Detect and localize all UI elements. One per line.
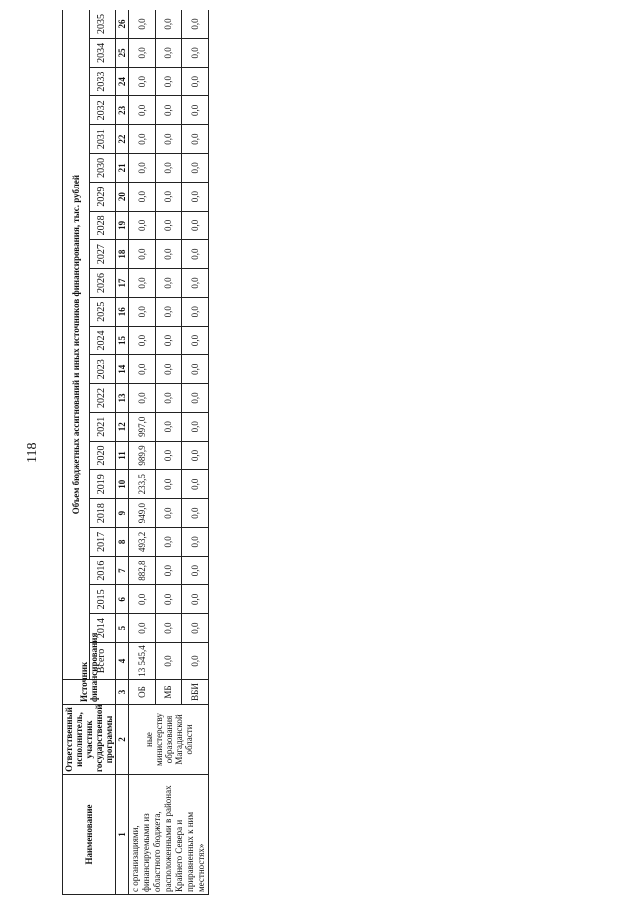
activity-name: с организациями, финансируемыми из областного бюджета, расположенными в районах Крайнего Севера и приравненных к ним местностях» [129,775,209,895]
year-value: 0,0 [182,441,209,470]
year-value: 0,0 [182,297,209,326]
column-number: 3 [116,680,129,705]
year-value: 0,0 [182,585,209,614]
year-value: 0,0 [155,182,182,211]
column-number: 14 [116,355,129,384]
column-number: 11 [116,441,129,470]
header-volume: Объем бюджетных ассигнований и иных источников финансирования, тыс. рублей [63,10,90,680]
year-value: 0,0 [129,38,156,67]
column-number-row [116,10,129,895]
header-year: 2017 [89,527,116,556]
header-name: Наименование [63,775,116,895]
year-value: 0,0 [129,297,156,326]
year-value: 0,0 [129,125,156,154]
year-value: 0,0 [155,441,182,470]
column-number: 7 [116,556,129,585]
year-value: 989,9 [129,441,156,470]
year-value: 0,0 [182,556,209,585]
funding-source: ВБИ [182,680,209,705]
year-value: 0,0 [129,211,156,240]
header-year: 2014 [89,614,116,643]
year-value: 0,0 [155,355,182,384]
year-value: 0,0 [155,240,182,269]
header-year: 2022 [89,384,116,413]
year-value: 0,0 [155,96,182,125]
header-year: 2019 [89,470,116,499]
year-value: 0,0 [182,326,209,355]
column-number: 24 [116,67,129,96]
year-value: 0,0 [182,470,209,499]
year-value: 0,0 [129,96,156,125]
table-row [129,10,156,895]
column-number: 22 [116,125,129,154]
year-value: 0,0 [182,527,209,556]
header-year: 2035 [89,10,116,38]
header-year: 2024 [89,326,116,355]
year-value: 0,0 [155,67,182,96]
budget-table [62,10,209,895]
budget-table-container [62,10,640,895]
header-row-1 [63,10,90,895]
header-year: 2020 [89,441,116,470]
column-number: 17 [116,269,129,298]
header-year: 2026 [89,269,116,298]
column-number: 4 [116,643,129,680]
rotated-page-content [62,10,640,895]
header-year: 2033 [89,67,116,96]
column-number: 25 [116,38,129,67]
year-value: 0,0 [155,125,182,154]
header-year: 2023 [89,355,116,384]
year-value: 0,0 [129,269,156,298]
header-year: 2027 [89,240,116,269]
year-value: 0,0 [182,153,209,182]
header-year: 2021 [89,412,116,441]
funding-source: ОБ [129,680,156,705]
total-value: 13 545,4 [129,643,156,680]
year-value: 0,0 [155,556,182,585]
year-value: 0,0 [155,412,182,441]
year-value: 0,0 [182,355,209,384]
header-year: 2018 [89,499,116,528]
year-value: 997,0 [129,412,156,441]
year-value: 0,0 [155,527,182,556]
year-value: 0,0 [155,384,182,413]
year-value: 0,0 [129,355,156,384]
year-value: 882,8 [129,556,156,585]
funding-source: МБ [155,680,182,705]
year-value: 0,0 [182,10,209,38]
year-value: 0,0 [129,585,156,614]
header-year: 2015 [89,585,116,614]
year-value: 0,0 [155,10,182,38]
year-value: 233,5 [129,470,156,499]
year-value: 0,0 [129,182,156,211]
year-value: 0,0 [182,67,209,96]
year-value: 0,0 [155,211,182,240]
page-number: 118 [25,442,40,464]
year-value: 0,0 [182,211,209,240]
header-year: 2032 [89,96,116,125]
column-number: 19 [116,211,129,240]
column-number: 13 [116,384,129,413]
column-number: 2 [116,705,129,775]
column-number: 21 [116,153,129,182]
year-value: 0,0 [155,153,182,182]
header-year: 2028 [89,211,116,240]
year-value: 0,0 [155,326,182,355]
header-source: Источник финансирования [63,680,116,705]
header-year: 2031 [89,125,116,154]
year-value: 0,0 [182,38,209,67]
column-number: 9 [116,499,129,528]
year-value: 0,0 [182,96,209,125]
year-value: 0,0 [155,499,182,528]
header-year: 2025 [89,297,116,326]
year-value: 0,0 [182,182,209,211]
year-value: 0,0 [182,384,209,413]
year-value: 0,0 [129,240,156,269]
column-number: 5 [116,614,129,643]
year-value: 0,0 [182,125,209,154]
column-number: 1 [116,775,129,895]
year-value: 0,0 [182,240,209,269]
responsible-executor: ные министерству образования Магаданской области [129,705,209,775]
year-value: 0,0 [129,326,156,355]
total-value: 0,0 [182,643,209,680]
column-number: 20 [116,182,129,211]
year-value: 0,0 [129,384,156,413]
column-number: 6 [116,585,129,614]
year-value: 0,0 [155,269,182,298]
year-value: 0,0 [155,470,182,499]
column-number: 15 [116,326,129,355]
header-year: 2029 [89,182,116,211]
year-value: 493,2 [129,527,156,556]
header-year: 2030 [89,153,116,182]
header-total: Всего [89,643,116,680]
year-value: 0,0 [129,10,156,38]
column-number: 8 [116,527,129,556]
total-value: 0,0 [155,643,182,680]
column-number: 12 [116,412,129,441]
year-value: 0,0 [155,297,182,326]
header-responsible: Ответственный исполнитель, участник государственной программы [63,705,116,775]
year-value: 0,0 [155,585,182,614]
year-value: 0,0 [182,614,209,643]
year-value: 0,0 [129,67,156,96]
column-number: 23 [116,96,129,125]
column-number: 10 [116,470,129,499]
year-value: 949,0 [129,499,156,528]
year-value: 0,0 [129,153,156,182]
year-value: 0,0 [155,614,182,643]
header-year: 2016 [89,556,116,585]
column-number: 18 [116,240,129,269]
column-number: 26 [116,10,129,38]
year-value: 0,0 [129,614,156,643]
year-value: 0,0 [155,38,182,67]
year-value: 0,0 [182,499,209,528]
column-number: 16 [116,297,129,326]
header-year: 2034 [89,38,116,67]
year-value: 0,0 [182,412,209,441]
year-value: 0,0 [182,269,209,298]
